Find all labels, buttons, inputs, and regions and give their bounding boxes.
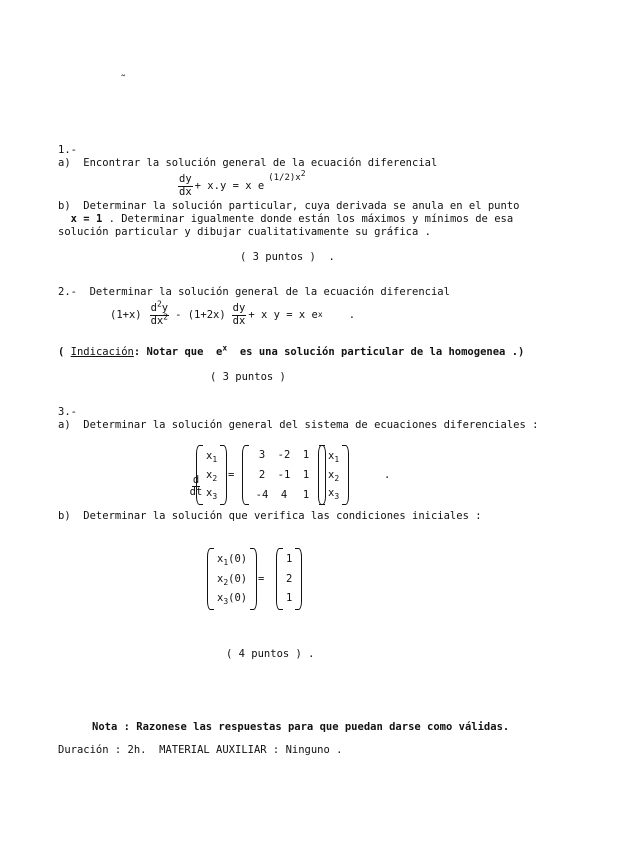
q3-vxr-2-sub: 2 [334, 473, 340, 483]
q2-hint [58, 343, 525, 359]
q3-init-eq: = [258, 573, 265, 585]
q2-equation: (1+x) $\frac{d^2y}{dx^2}$ - (1+2x) $\frac{dy}{dx}$ + x y = x e x . [110, 299, 356, 327]
q3-init-col [214, 548, 250, 610]
matrix-cell: 1 [302, 468, 310, 481]
q3-vx-2-sub: 2 [212, 473, 218, 483]
q1-eq-exp [268, 168, 306, 184]
q1-points: ( 3 puntos ) . [240, 251, 335, 263]
q3-init-2-base: x [217, 572, 224, 585]
q2-eq-dot: . [348, 308, 356, 321]
q3-init-values-col [283, 548, 295, 610]
q3-init-1 [217, 553, 247, 566]
q3-init-3-base: x [217, 592, 224, 605]
q1-eq-mid: + x.y = x e [194, 179, 265, 192]
q3-ddt-den: dt [189, 486, 203, 499]
q1-eq-den: dx [179, 185, 192, 198]
q3-coeff-matrix [242, 445, 326, 505]
right-paren [220, 445, 227, 505]
q2-hint-label: Indicación [70, 346, 134, 358]
matrix-cell: -2 [277, 448, 291, 461]
q3-vxr-1-sub: 1 [334, 455, 340, 465]
q3-vxr-3-sub: 3 [334, 492, 340, 502]
q3-vxr-2-base: x [328, 468, 335, 481]
q3-init-val-3: 1 [286, 592, 293, 605]
q2-d1-den: dx [232, 314, 246, 327]
q3-vxr-1 [328, 450, 339, 463]
q2-d2-fraction [150, 299, 169, 327]
q3-init-val-2: 2 [286, 572, 293, 585]
q3-vx-1-sub: 1 [212, 455, 218, 465]
q3-a-text: a) Determinar la solución general del sistema de ecuaciones diferenciales : [58, 419, 539, 431]
q1-b-line2 [58, 213, 513, 226]
q1-eq-exp-text: (1/2)x [268, 172, 301, 183]
q1-b-bold: x = 1 [70, 213, 103, 225]
q2-line: 2.- Determinar la solución general de la ecuación diferencial [58, 286, 450, 298]
q3-init-2 [217, 573, 247, 586]
left-paren [242, 445, 249, 505]
q3-init-1-sub: 1 [223, 558, 229, 568]
q3-vector-x-col [203, 445, 220, 505]
matrix-cell: 2 [258, 468, 266, 481]
q3-vx-2-base: x [206, 468, 213, 481]
q2-hint-open: ( [58, 346, 71, 358]
q3-init-vector [207, 548, 257, 610]
footer-duration: Duración : 2h. MATERIAL AUXILIAR : Ninguno . [58, 744, 343, 756]
q3-b-text: b) Determinar la solución que verifica las condiciones iniciales : [58, 510, 482, 522]
q3-init-values [276, 548, 302, 610]
left-paren [207, 548, 214, 610]
q1-a-text: a) Encontrar la solución general de la ecuación diferencial [58, 157, 438, 169]
q3-vector-x-right [318, 445, 349, 505]
q3-init-3-arg: (0) [228, 592, 248, 605]
q3-equals: = [228, 469, 235, 481]
footer-note: Nota : Razonese las respuestas para que puedan darse como válidas. [92, 721, 510, 733]
q1-equation [176, 168, 306, 198]
q2-d1-fraction [232, 303, 247, 327]
q3-matrix-grid [249, 445, 319, 505]
q2-d1-num: dy [232, 302, 246, 314]
q3-vx-3 [206, 487, 217, 500]
q3-init-2-arg: (0) [228, 572, 248, 585]
left-paren [276, 548, 283, 610]
q3-vector-x-right-col [325, 445, 342, 505]
q3-vx-3-base: x [206, 487, 213, 500]
left-paren [196, 445, 203, 505]
q1-number: 1.- [58, 144, 77, 156]
q2-eq-mid: - (1+2x) [175, 308, 226, 321]
q2-hint-text: : Notar que e [133, 346, 223, 358]
right-paren [342, 445, 349, 505]
q3-init-3 [217, 592, 247, 605]
q3-number: 3.- [58, 406, 77, 418]
q3-init-val-1: 1 [286, 553, 293, 566]
q1-b-line1: b) Determinar la solución particular, cuya derivada se anula en el punto [58, 200, 520, 212]
q1-eq-exp-sup: 2 [300, 168, 306, 178]
q3-init-2-sub: 2 [223, 577, 229, 587]
q2-d2-den-sup: 2 [163, 312, 169, 322]
stray-mark: ˜ [120, 74, 127, 86]
matrix-cell: -4 [255, 488, 269, 501]
q1-b-line3: solución particular y dibujar cualitativamente su gráfica . [58, 226, 431, 238]
q3-vxr-3-base: x [328, 487, 335, 500]
q2-hint-rest: es una solución particular de la homogenea .) [227, 346, 525, 358]
matrix-cell: 1 [302, 488, 310, 501]
right-paren [295, 548, 302, 610]
q2-d2-num-var: y [161, 302, 169, 314]
q3-vx-2 [206, 469, 217, 482]
matrix-cell: 4 [280, 488, 288, 501]
q1-b-rest: . Determinar igualmente donde están los máximos y mínimos de esa [102, 213, 514, 225]
q2-d2-num-d: d [150, 302, 157, 314]
q2-eq-left: (1+x) [110, 308, 142, 321]
q2-d2-num-sup: 2 [156, 299, 162, 309]
q2-d2-den-text: dx [150, 314, 164, 327]
q3-init-3-sub: 3 [223, 597, 229, 607]
q2-hint-sup: x [222, 343, 228, 353]
q1-eq-num: dy [179, 173, 192, 185]
q3-init-1-arg: (0) [228, 553, 248, 566]
q3-vx-1 [206, 450, 217, 463]
q2-d2-den [150, 312, 169, 328]
q3-vector-x-left [196, 445, 227, 505]
left-paren [318, 445, 325, 505]
q3-ddt-num: d [192, 473, 200, 486]
q2-points: ( 3 puntos ) [210, 371, 286, 383]
q3-trailing-dot: . [384, 469, 391, 481]
q3-init-1-base: x [217, 553, 224, 566]
q3-vxr-1-base: x [328, 450, 335, 463]
right-paren [250, 548, 257, 610]
matrix-cell: 1 [302, 448, 310, 461]
q3-vxr-2 [328, 469, 339, 482]
matrix-cell: 3 [258, 448, 266, 461]
q3-vxr-3 [328, 487, 339, 500]
q1-eq-fraction [178, 174, 193, 198]
q3-points: ( 4 puntos ) . [226, 648, 315, 660]
q3-vx-1-base: x [206, 450, 213, 463]
q3-vx-3-sub: 3 [212, 492, 218, 502]
q2-eq-right: + x y = x e [248, 308, 318, 321]
matrix-cell: -1 [277, 468, 291, 481]
